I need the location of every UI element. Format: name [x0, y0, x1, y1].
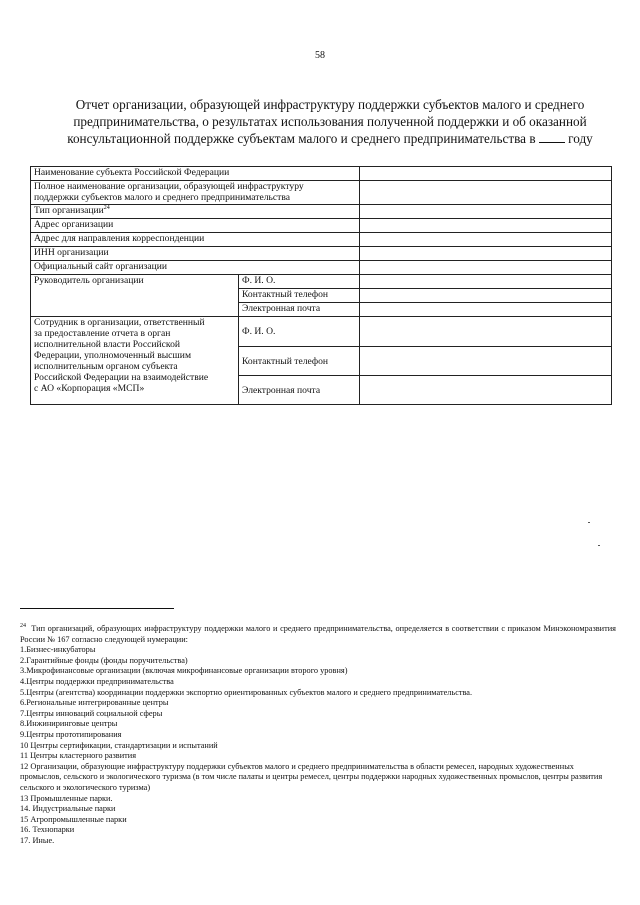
label-employee-fio: Ф. И. О.: [239, 317, 360, 347]
footnote-item: 16. Технопарки: [20, 825, 75, 835]
scan-speck: [588, 522, 590, 523]
row-subject: [31, 167, 612, 181]
title-line-3-start: консультационной поддержке субъектам малого и среднего предпринимательства в: [67, 131, 536, 146]
label-employee-line-6: Российской Федерации на взаимодействие: [34, 372, 209, 383]
footnote-item: 17. Иные.: [20, 835, 55, 845]
value-website[interactable]: [360, 261, 612, 275]
row-org-type: [31, 205, 612, 219]
label-head-fio: Ф. И. О.: [239, 275, 360, 289]
value-subject-name[interactable]: [360, 167, 612, 181]
value-head-email[interactable]: [360, 303, 612, 317]
row-inn: [31, 247, 612, 261]
scan-speck: [598, 545, 600, 546]
footnote-item: 7.Центры инноваций социальной сферы: [20, 708, 163, 718]
footnotes: [20, 624, 616, 846]
title-line-3: [60, 130, 600, 147]
label-head-email: Электронная почта: [239, 303, 360, 317]
value-inn[interactable]: [360, 247, 612, 261]
value-full-name[interactable]: [360, 181, 612, 205]
value-head-fio[interactable]: [360, 275, 612, 289]
footnote-list: [20, 645, 616, 846]
row-correspondence: [31, 233, 612, 247]
value-address[interactable]: [360, 219, 612, 233]
label-subject-name: Наименование субъекта Российской Федерации: [31, 167, 360, 181]
footnote-intro: [20, 624, 616, 645]
row-full-name: [31, 181, 612, 205]
label-inn: ИНН организации: [31, 247, 360, 261]
footnote-separator: [20, 608, 174, 609]
label-correspondence-address: Адрес для направления корреспонденции: [31, 233, 360, 247]
value-employee-email[interactable]: [360, 376, 612, 405]
value-org-type[interactable]: [360, 205, 612, 219]
footnote-item: 9.Центры прототипирования: [20, 729, 122, 739]
footnote-item: 10 Центры сертификации, стандартизации и испытаний: [20, 740, 218, 750]
value-employee-phone[interactable]: [360, 347, 612, 376]
footnote-item: 12 Организации, образующие инфраструктуру поддержки субъектов малого и среднего предпринимательства в области ремесел, народных художественных промыслов, сельского и экологического туризма (в том числе палаты и центры ремесел, центры поддержки народных художественных промыслов, центры развития сельского и экологического туризма): [20, 761, 603, 792]
title-line-3-end: году: [568, 131, 593, 146]
label-employee-line-7: с АО «Корпорация «МСП»: [34, 383, 145, 394]
label-employee-line-5: исполнительным органом субъекта: [34, 361, 178, 372]
document-title: [60, 96, 600, 147]
value-employee-fio[interactable]: [360, 317, 612, 347]
value-correspondence-address[interactable]: [360, 233, 612, 247]
label-employee-line-2: за предоставление отчета в орган: [34, 328, 171, 339]
footnote-item: 1.Бизнес-инкубаторы: [20, 645, 96, 655]
footnote-item: 4.Центры поддержки предпринимательства: [20, 676, 174, 686]
footnote-item: 13 Промышленные парки.: [20, 793, 113, 803]
footnote-item: 15 Агропромышленные парки: [20, 814, 127, 824]
footnote-item: 11 Центры кластерного развития: [20, 751, 137, 761]
label-employee-line-3: исполнительной власти Российской: [34, 339, 181, 350]
page-number: 58: [315, 50, 325, 61]
label-address: Адрес организации: [31, 219, 360, 233]
title-line-1: Отчет организации, образующей инфраструктуру поддержки субъектов малого и среднего: [75, 97, 585, 112]
footnote-item: 14. Индустриальные парки: [20, 804, 116, 814]
label-website: Официальный сайт организации: [31, 261, 360, 275]
row-employee-fio: [31, 317, 612, 347]
footnote-number: 24: [20, 623, 26, 630]
label-full-name: [31, 181, 360, 205]
footnote-item: 2.Гарантийные фонды (фонды поручительства): [20, 655, 188, 665]
footnote-item: 8.Инжиниринговые центры: [20, 719, 118, 729]
label-full-name-line-2: поддержки субъектов малого и среднего предпринимательства: [34, 192, 291, 203]
row-head-fio: [31, 275, 612, 289]
title-line-2: предпринимательства, о результатах использования полученной поддержки и об оказанной: [73, 114, 587, 129]
label-org-type: [31, 205, 360, 219]
row-website: [31, 261, 612, 275]
label-employee-email: Электронная почта: [239, 376, 360, 405]
footnote-item: 6.Региональные интегрированные центры: [20, 698, 169, 708]
year-blank: [539, 131, 565, 143]
label-employee-phone: Контактный телефон: [239, 347, 360, 376]
value-head-phone[interactable]: [360, 289, 612, 303]
footnote-item: 5.Центры (агентства) координации поддержки экспортно ориентированных субъектов малого и среднего предпринимательства.: [20, 687, 473, 697]
label-head-phone: Контактный телефон: [239, 289, 360, 303]
footnote-item: 3.Микрофинансовые организации (включая микрофинансовые организации второго уровня): [20, 666, 348, 676]
label-head: Руководитель организации: [31, 275, 239, 317]
row-address: [31, 219, 612, 233]
label-employee: [31, 317, 239, 405]
report-form-table: [30, 166, 612, 405]
label-full-name-line-1: Полное наименование организации, образующей инфраструктуру: [34, 181, 304, 192]
footnote-ref: 24: [103, 204, 110, 211]
label-org-type-text: Тип организации: [34, 205, 104, 216]
footnote-intro-text: Тип организаций, образующих инфраструктуру поддержки малого и среднего предпринимательства, определяется в соответствии с приказом Минэкономразвития России № 167 согласно следующей нумерации:: [20, 624, 616, 644]
label-employee-line-4: Федерации, уполномоченный высшим: [34, 350, 192, 361]
label-employee-line-1: Сотрудник в организации, ответственный: [34, 317, 205, 328]
